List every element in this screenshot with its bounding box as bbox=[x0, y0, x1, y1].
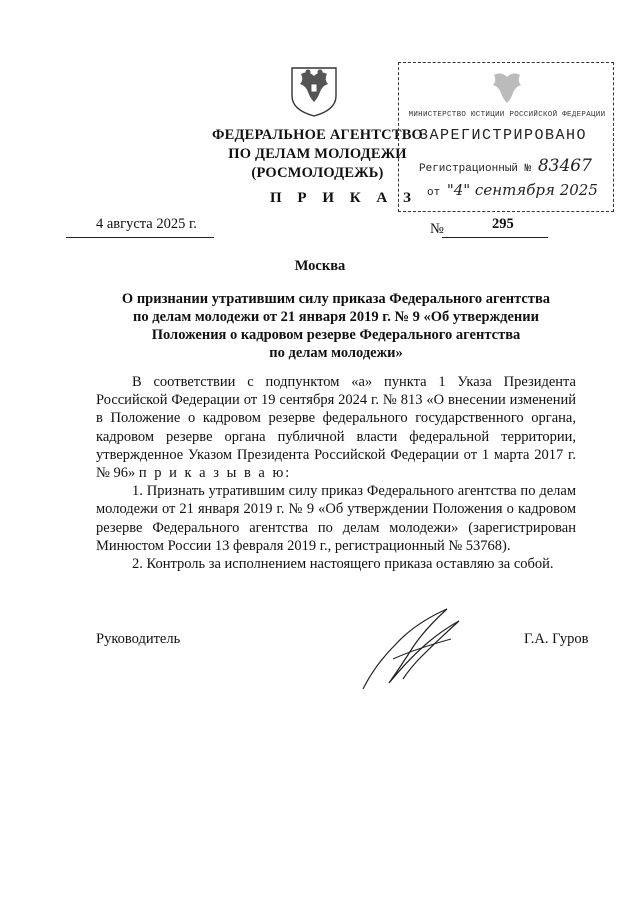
stamp-reg-label: Регистрационный № bbox=[419, 163, 532, 175]
agency-line-2: ПО ДЕЛАМ МОЛОДЕЖИ bbox=[228, 146, 407, 162]
stamp-date-label: от bbox=[427, 187, 441, 199]
title-line-4: по делам молодежи» bbox=[269, 345, 403, 361]
document-title bbox=[96, 290, 576, 362]
body-paragraph-1 bbox=[96, 373, 576, 482]
signer-position: Руководитель bbox=[96, 631, 181, 647]
date-underline bbox=[66, 237, 214, 238]
order-word: п р и к а з ы в а ю: bbox=[138, 465, 292, 482]
title-line-1: О признании утратившим силу приказа Федерального агентства bbox=[121, 291, 551, 307]
stamp-date-row bbox=[427, 181, 598, 199]
agency-line-1: ФЕДЕРАЛЬНОЕ АГЕНТСТВО bbox=[211, 127, 424, 143]
preamble-text: В соответствии с подпунктом «а» пункта 1 Указа Президента Российской Федерации от 19 сентября 2024 г. № 813 «О внесении изменений в Положение о кадровом резерве федерального государственного органа, кадровом резерве органа публичной власти федеральной территории, утвержденное Указом Президента Российской Федерации от 1 марта 2017 г. № 96» bbox=[96, 374, 576, 482]
number-sign: № bbox=[430, 221, 444, 237]
stamp-date-value: "4" сентября 2025 bbox=[446, 181, 598, 199]
document-body bbox=[96, 373, 576, 573]
document-number: 295 bbox=[492, 216, 514, 232]
stamp-header: МИНИСТЕРСТВО ЮСТИЦИИ РОССИЙСКОЙ ФЕДЕРАЦИИ bbox=[408, 111, 606, 119]
document-date: 4 августа 2025 г. bbox=[96, 216, 197, 232]
stamp-reg-number-row bbox=[419, 156, 592, 176]
title-line-3: Положения о кадровом резерве Федерального агентства bbox=[151, 327, 521, 343]
coat-of-arms-emblem bbox=[286, 58, 342, 118]
signer-name: Г.А. Гуров bbox=[524, 631, 589, 647]
body-paragraph-2: 1. Признать утратившим силу приказ Федерального агентства по делам молодежи от 21 января 2019 г. № 9 «Об утверждении Положения о кадровом резерве Федерального агентства по делам молодежи» (зарегистрирован Минюстом России 13 февраля 2019 г., регистрационный № 53768). bbox=[96, 483, 576, 554]
registration-stamp bbox=[398, 62, 614, 212]
agency-line-3: (РОСМОЛОДЕЖЬ) bbox=[251, 165, 384, 181]
title-line-2: по делам молодежи от 21 января 2019 г. № 9 «Об утверждении bbox=[133, 309, 539, 325]
handwritten-signature bbox=[355, 605, 475, 695]
city: Москва bbox=[294, 258, 346, 274]
body-paragraph-3: 2. Контроль за исполнением настоящего приказа оставляю за собой. bbox=[132, 556, 554, 573]
number-underline bbox=[442, 237, 548, 238]
document-type: П Р И К А З bbox=[270, 190, 417, 206]
stamp-reg-number: 83467 bbox=[537, 156, 592, 176]
stamp-registered: ЗАРЕГИСТРИРОВАНО bbox=[419, 127, 588, 144]
stamp-emblem-icon bbox=[487, 69, 527, 105]
